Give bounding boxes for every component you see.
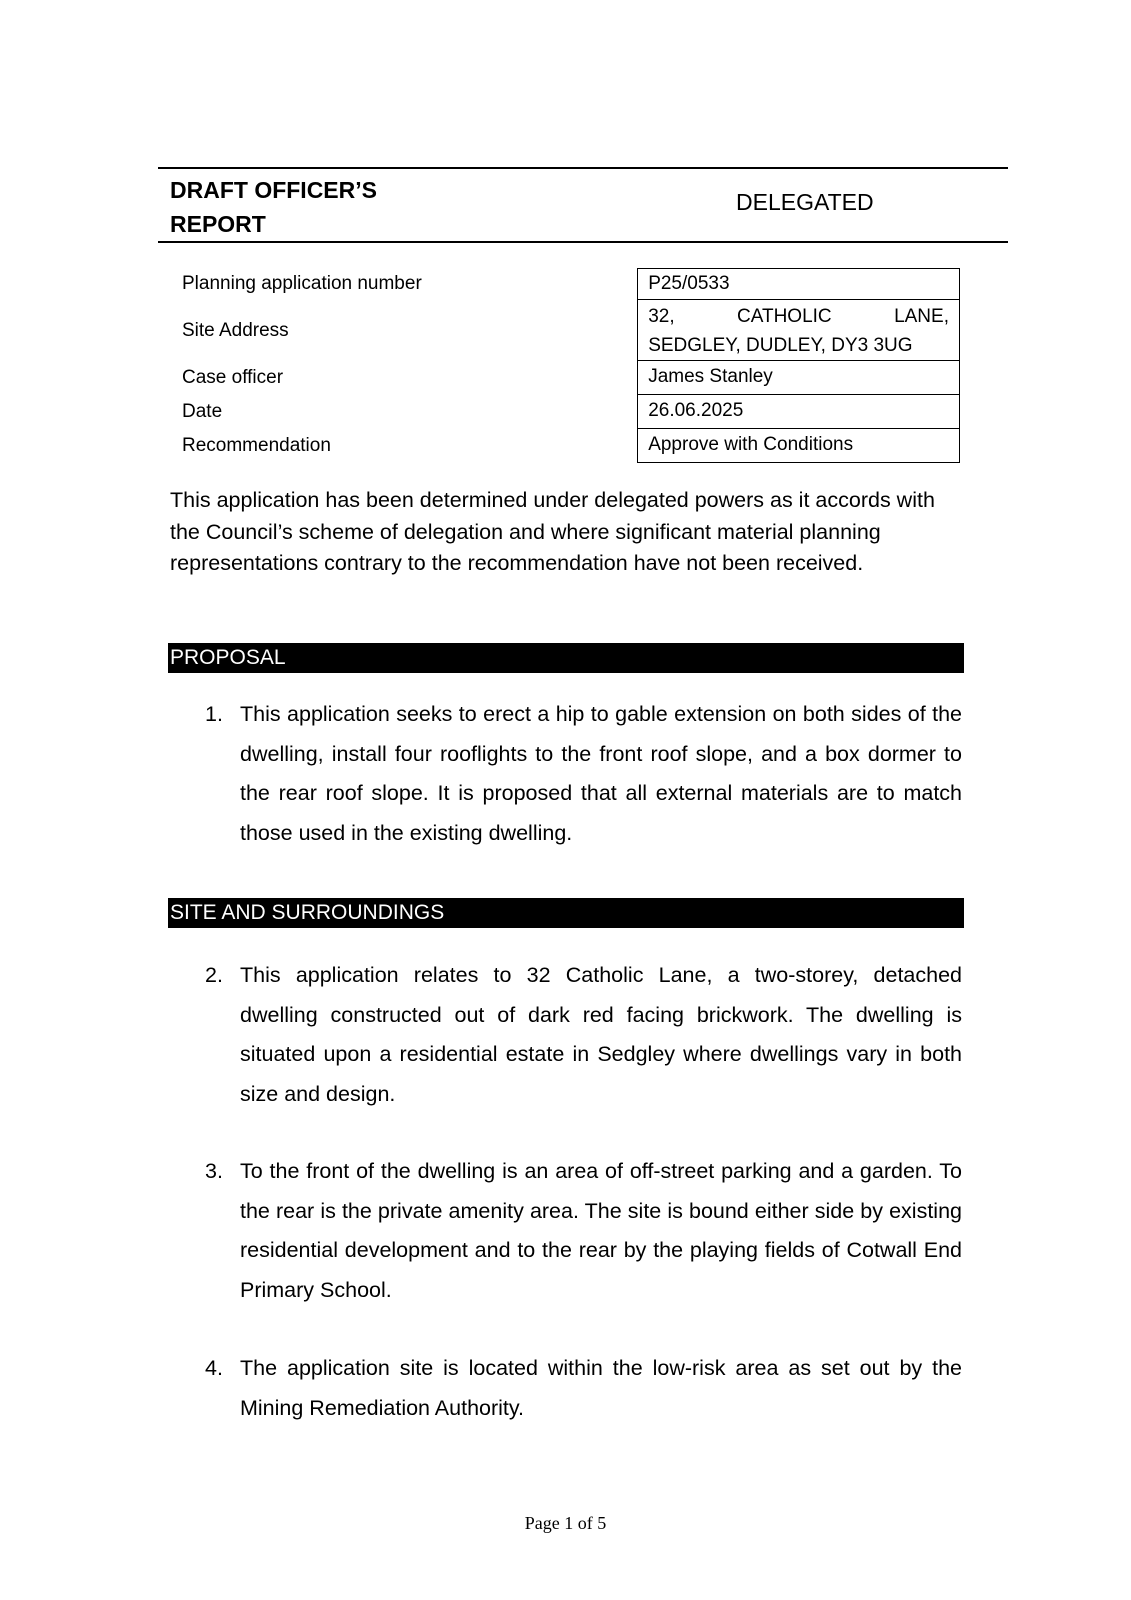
section-heading-proposal: PROPOSAL <box>168 643 964 673</box>
info-value-site-address <box>637 300 960 361</box>
numbered-paragraph <box>205 1349 962 1428</box>
info-value-application-number: P25/0533 <box>637 268 960 300</box>
info-row-date <box>170 395 960 429</box>
application-info-table <box>170 268 960 463</box>
paragraph-number: 2. <box>205 963 223 987</box>
info-label: Site Address <box>182 319 289 341</box>
numbered-paragraph <box>205 1152 962 1310</box>
page-number-footer: Page 1 of 5 <box>524 1513 607 1533</box>
numbered-paragraph <box>205 956 962 1114</box>
paragraph-number: 4. <box>205 1356 223 1380</box>
address-part: LANE, <box>894 306 949 327</box>
info-row-case-officer <box>170 361 960 395</box>
address-part: CATHOLIC <box>737 306 832 327</box>
report-header <box>158 167 1008 243</box>
info-value-recommendation: Approve with Conditions <box>637 429 960 463</box>
info-label: Case officer <box>182 367 284 388</box>
info-value-date: 26.06.2025 <box>637 395 960 429</box>
report-title: DRAFT OFFICER’S REPORT <box>170 177 377 237</box>
paragraph-text: This application relates to 32 Catholic Lane, a two-storey, detached dwelling constructed out of dark red facing brickwork. The dwelling is situated upon a residential estate in Sedgley where dwellings vary in both size and design. <box>240 963 962 1106</box>
address-line-2: SEDGLEY, DUDLEY, DY3 3UG <box>648 335 913 356</box>
info-value-case-officer: James Stanley <box>637 361 960 395</box>
info-label: Recommendation <box>182 435 331 456</box>
paragraph-number: 1. <box>205 702 223 726</box>
numbered-paragraph <box>205 695 962 853</box>
paragraph-text: This application seeks to erect a hip to gable extension on both sides of the dwelling, install four rooflights to the front roof slope, and a box dormer to the rear roof slope. It is proposed that all external materials are to match those used in the existing dwelling. <box>240 702 962 845</box>
info-row-application-number <box>170 268 960 300</box>
paragraph-text: To the front of the dwelling is an area of off-street parking and a garden. To the rear is the private amenity area. The site is bound either side by existing residential development and to the rear by the playing fields of Cotwall End Primary School. <box>240 1159 962 1302</box>
report-status: DELEGATED <box>736 189 874 215</box>
info-label: Planning application number <box>182 273 422 294</box>
info-row-site-address <box>170 300 960 361</box>
section-heading-site: SITE AND SURROUNDINGS <box>168 898 964 928</box>
address-part: 32, <box>648 306 675 327</box>
info-label: Date <box>182 401 223 422</box>
paragraph-number: 3. <box>205 1159 223 1183</box>
info-row-recommendation <box>170 429 960 463</box>
intro-paragraph: This application has been determined under delegated powers as it accords with the Council’s scheme of delegation and where significant material planning representations contrary to the recommendation have not been received. <box>170 488 935 575</box>
paragraph-text: The application site is located within the low-risk area as set out by the Mining Remediation Authority. <box>240 1356 962 1420</box>
